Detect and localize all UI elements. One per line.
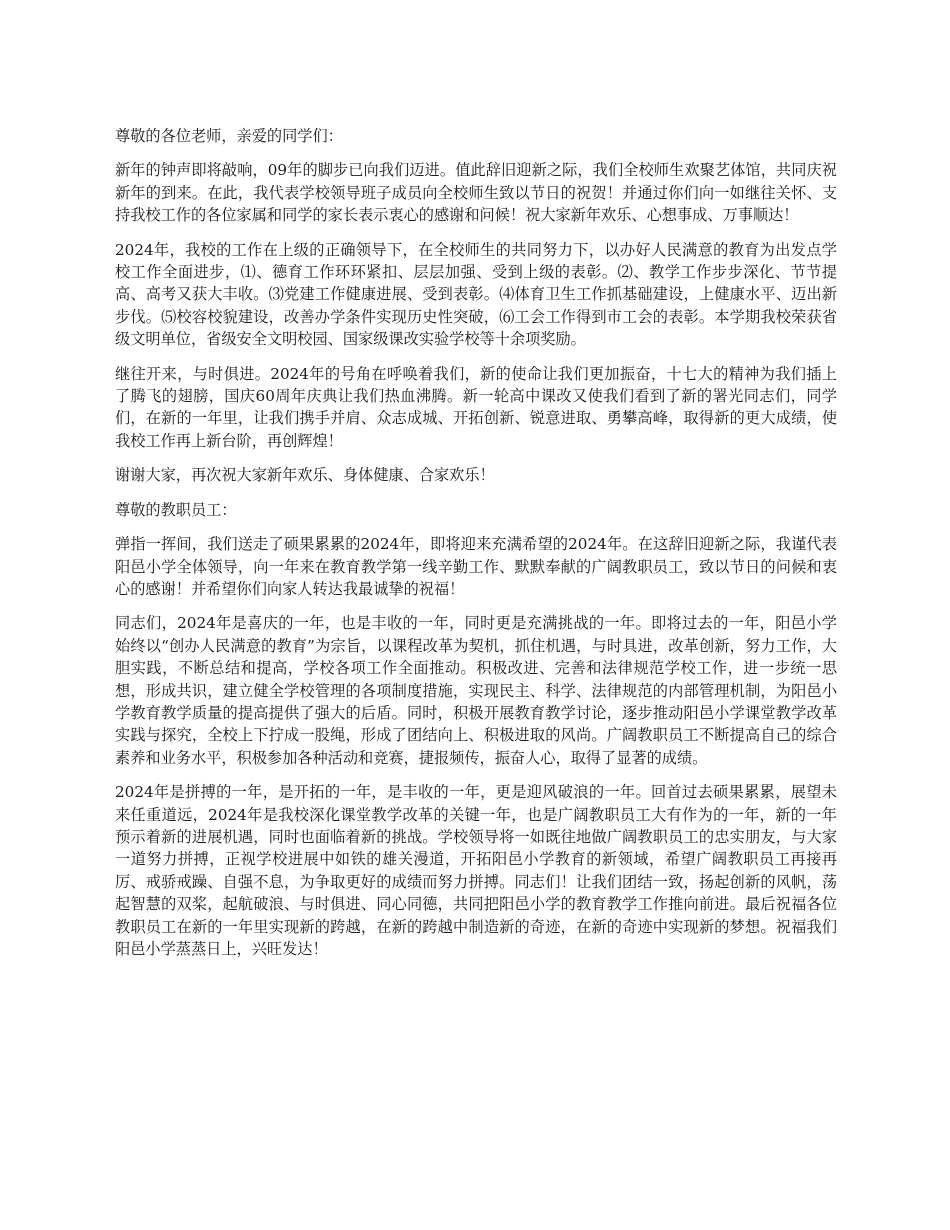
paragraph-new-year-greeting: 新年的钟声即将敲响，09年的脚步已向我们迈进。值此辞旧迎新之际，我们全校师生欢聚艺体馆，共同庆祝新年的到来。在此，我代表学校领导班子成员向全校师生致以节日的祝贺！并通过你们向一如继往关怀、支持我校工作的各位家属和同学的家长表示衷心的感谢和问候！祝大家新年欢乐、心想事成、万事顺达！ [115,161,837,225]
paragraph-school-achievements: 2024年，我校的工作在上级的正确领导下，在全校师生的共同努力下，以办好人民满意的教育为出发点学校工作全面进步，⑴、德育工作环环紧扣、层层加强、受到上级的表彰。⑵、教学工作步步深化、节节提高、高考又获大丰收。⑶党建工作健康进展、受到表彰。⑷体育卫生工作抓基础建设，上健康水平、迈出新步伐。⑸校容校貌建设，改善办学条件实现历史性突破，⑹工会工作得到市工会的表彰。本学期我校荣获省级文明单位，省级安全文明校园、国家级课改实验学校等十余项奖励。 [115,240,837,349]
paragraph-year-review: 同志们，2024年是喜庆的一年，也是丰收的一年，同时更是充满挑战的一年。即将过去的一年，阳邑小学始终以“创办人民满意的教育”为宗旨，以课程改革为契机，抓住机遇，与时具进，改革创新，努力工作，大胆实践，不断总结和提高，学校各项工作全面推动。积极改进、完善和法律规范学校工作，进一步统一思想，形成共识，建立健全学校管理的各项制度措施，实现民主、科学、法律规范的内部管理机制，为阳邑小学教育教学质量的提高提供了强大的后盾。同时，积极开展教育教学讨论，逐步推动阳邑小学课堂教学改革实践与探究，全校上下拧成一股绳，形成了团结向上、积极进取的风尚。广阔教职员工不断提高自己的综合素养和业务水平，积极参加各种活动和竞赛，捷报频传，振奋人心，取得了显著的成绩。 [115,614,837,767]
paragraph-staff-greeting: 弹指一挥间，我们送走了硕果累累的2024年，即将迎来充满希望的2024年。在这辞旧迎新之际，我谨代表阳邑小学全体领导，向一年来在教育教学第一线辛勤工作、默默奉献的广阔教职员工，致以节日的问候和衷心的感谢！并希望你们向家人转达我最诚挚的祝福！ [115,535,837,598]
salutation-staff: 尊敬的教职员工： [115,500,237,519]
paragraph-year-outlook: 2024年是拼搏的一年，是开拓的一年，是丰收的一年，更是迎风破浪的一年。回首过去硕果累累，展望未来任重道远，2024年是我校深化课堂教学改革的关键一年，也是广阔教职员工大有作为的一年，新的一年预示着新的进展机遇，同时也面临着新的挑战。学校领导将一如既往地做广阔教职员工的忠实朋友，与大家一道努力拼搏，正视学校进展中如铁的雄关漫道，开拓阳邑小学教育的新领域，希望广阔教职员工再接再厉、戒骄戒躁、自强不息，为争取更好的成绩而努力拼搏。同志们！让我们团结一致，扬起创新的风帆，荡起智慧的双桨，起航破浪、与时俱进、同心同德，共同把阳邑小学的教育教学工作推向前进。最后祝福各位教职员工在新的一年里实现新的跨越，在新的跨越中制造新的奇迹，在新的奇迹中实现新的梦想。祝福我们阳邑小学蒸蒸日上，兴旺发达！ [115,783,837,958]
paragraph-looking-forward: 继往开来，与时俱进。2024年的号角在呼唤着我们，新的使命让我们更加振奋，十七大的精神为我们插上了腾飞的翅膀，国庆60周年庆典让我们热血沸腾。新一轮高中课改又使我们看到了新的署光同志们，同学们，在新的一年里，让我们携手并肩、众志成城、开拓创新、锐意进取、勇攀高峰，取得新的更大成绩，使我校工作再上新台阶，再创辉煌！ [115,364,837,450]
paragraph-closing-thanks: 谢谢大家，再次祝大家新年欢乐、身体健康、合家欢乐！ [115,466,495,485]
document-body [115,125,837,972]
salutation-teachers-students: 尊敬的各位老师，亲爱的同学们： [115,127,343,145]
